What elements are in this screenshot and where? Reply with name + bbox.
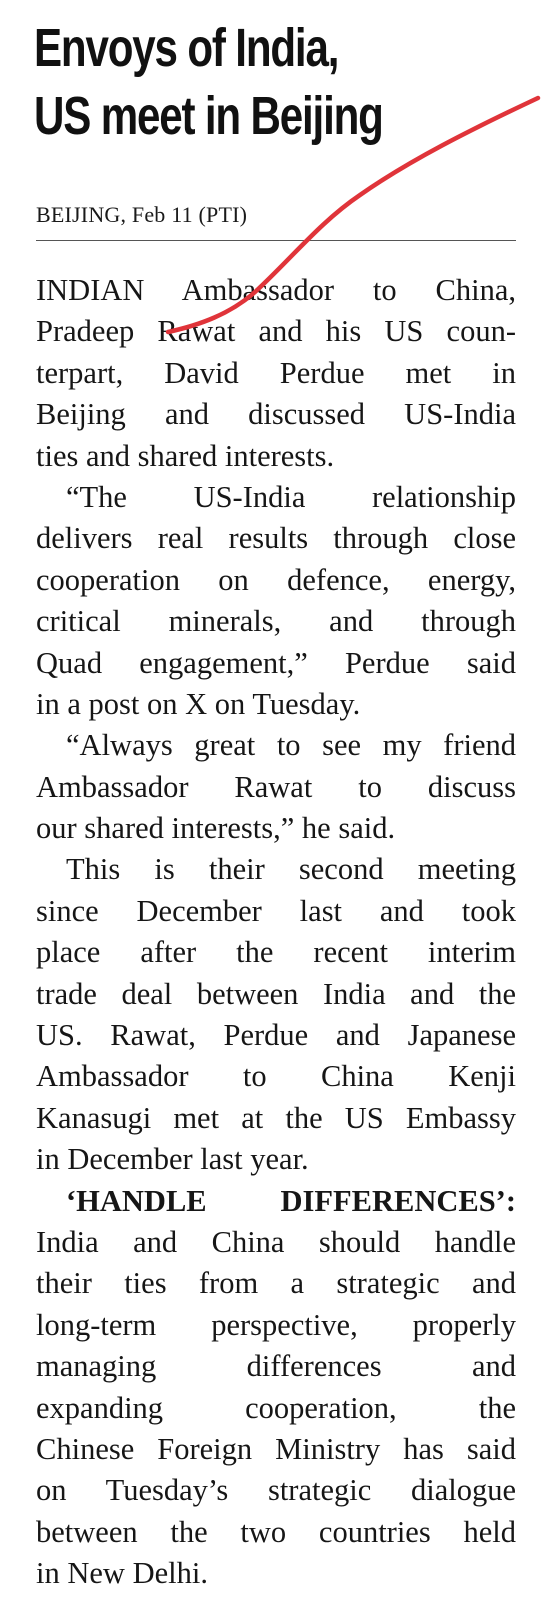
body-line: This is their second meeting <box>66 852 516 887</box>
headline-line-1: Envoys of India, <box>34 18 339 78</box>
body-line: since December last and took <box>36 893 516 928</box>
body-line: on Tuesday’s strategic dialogue <box>36 1473 516 1508</box>
body-line: Ambassador to China Kenji <box>36 1059 516 1094</box>
body-line: ties and shared interests. <box>36 438 335 473</box>
body-line: Chinese Foreign Ministry has said <box>36 1431 516 1466</box>
body-line: long-term perspective, properly <box>36 1307 516 1342</box>
body-line: place after the recent interim <box>36 935 516 970</box>
body-line: INDIAN Ambassador to China, <box>36 273 516 307</box>
body-line: their ties from a strategic and <box>36 1266 516 1301</box>
article-body <box>36 270 516 1595</box>
body-line: in a post on X on Tuesday. <box>36 686 361 721</box>
dateline: BEIJING, Feb 11 (PTI) <box>36 202 248 227</box>
body-line: delivers real results through close <box>36 521 516 556</box>
body-line: in New Delhi. <box>36 1556 208 1591</box>
body-line: Kanasugi met at the US Embassy <box>36 1100 516 1135</box>
body-line: India and China should handle <box>36 1224 516 1259</box>
body-line: Ambassador Rawat to discuss <box>36 769 516 804</box>
body-line: “Always great to see my friend <box>66 728 516 763</box>
body-line: expanding cooperation, the <box>36 1390 516 1425</box>
body-line: our shared interests,” he said. <box>36 811 396 846</box>
body-line: critical minerals, and through <box>36 604 516 639</box>
body-line: US. Rawat, Perdue and Japanese <box>36 1018 516 1053</box>
body-line: Beijing and discussed US-India <box>36 397 516 432</box>
subhead: ‘HANDLE DIFFERENCES’: <box>66 1183 516 1218</box>
body-line: trade deal between India and the <box>36 976 516 1011</box>
body-line: Quad engagement,” Perdue said <box>36 645 516 680</box>
headline <box>34 14 440 150</box>
body-line: Pradeep Rawat and his US coun- <box>36 314 516 349</box>
dateline-divider <box>36 240 516 241</box>
headline-line-2: US meet in Beijing <box>34 86 383 146</box>
body-line: cooperation on defence, energy, <box>36 562 516 597</box>
body-line: terpart, David Perdue met in <box>36 355 516 390</box>
body-line: between the two countries held <box>36 1514 516 1549</box>
body-line: “The US-India relationship <box>66 479 516 514</box>
body-line: managing differences and <box>36 1349 516 1384</box>
body-line: in December last year. <box>36 1142 309 1177</box>
